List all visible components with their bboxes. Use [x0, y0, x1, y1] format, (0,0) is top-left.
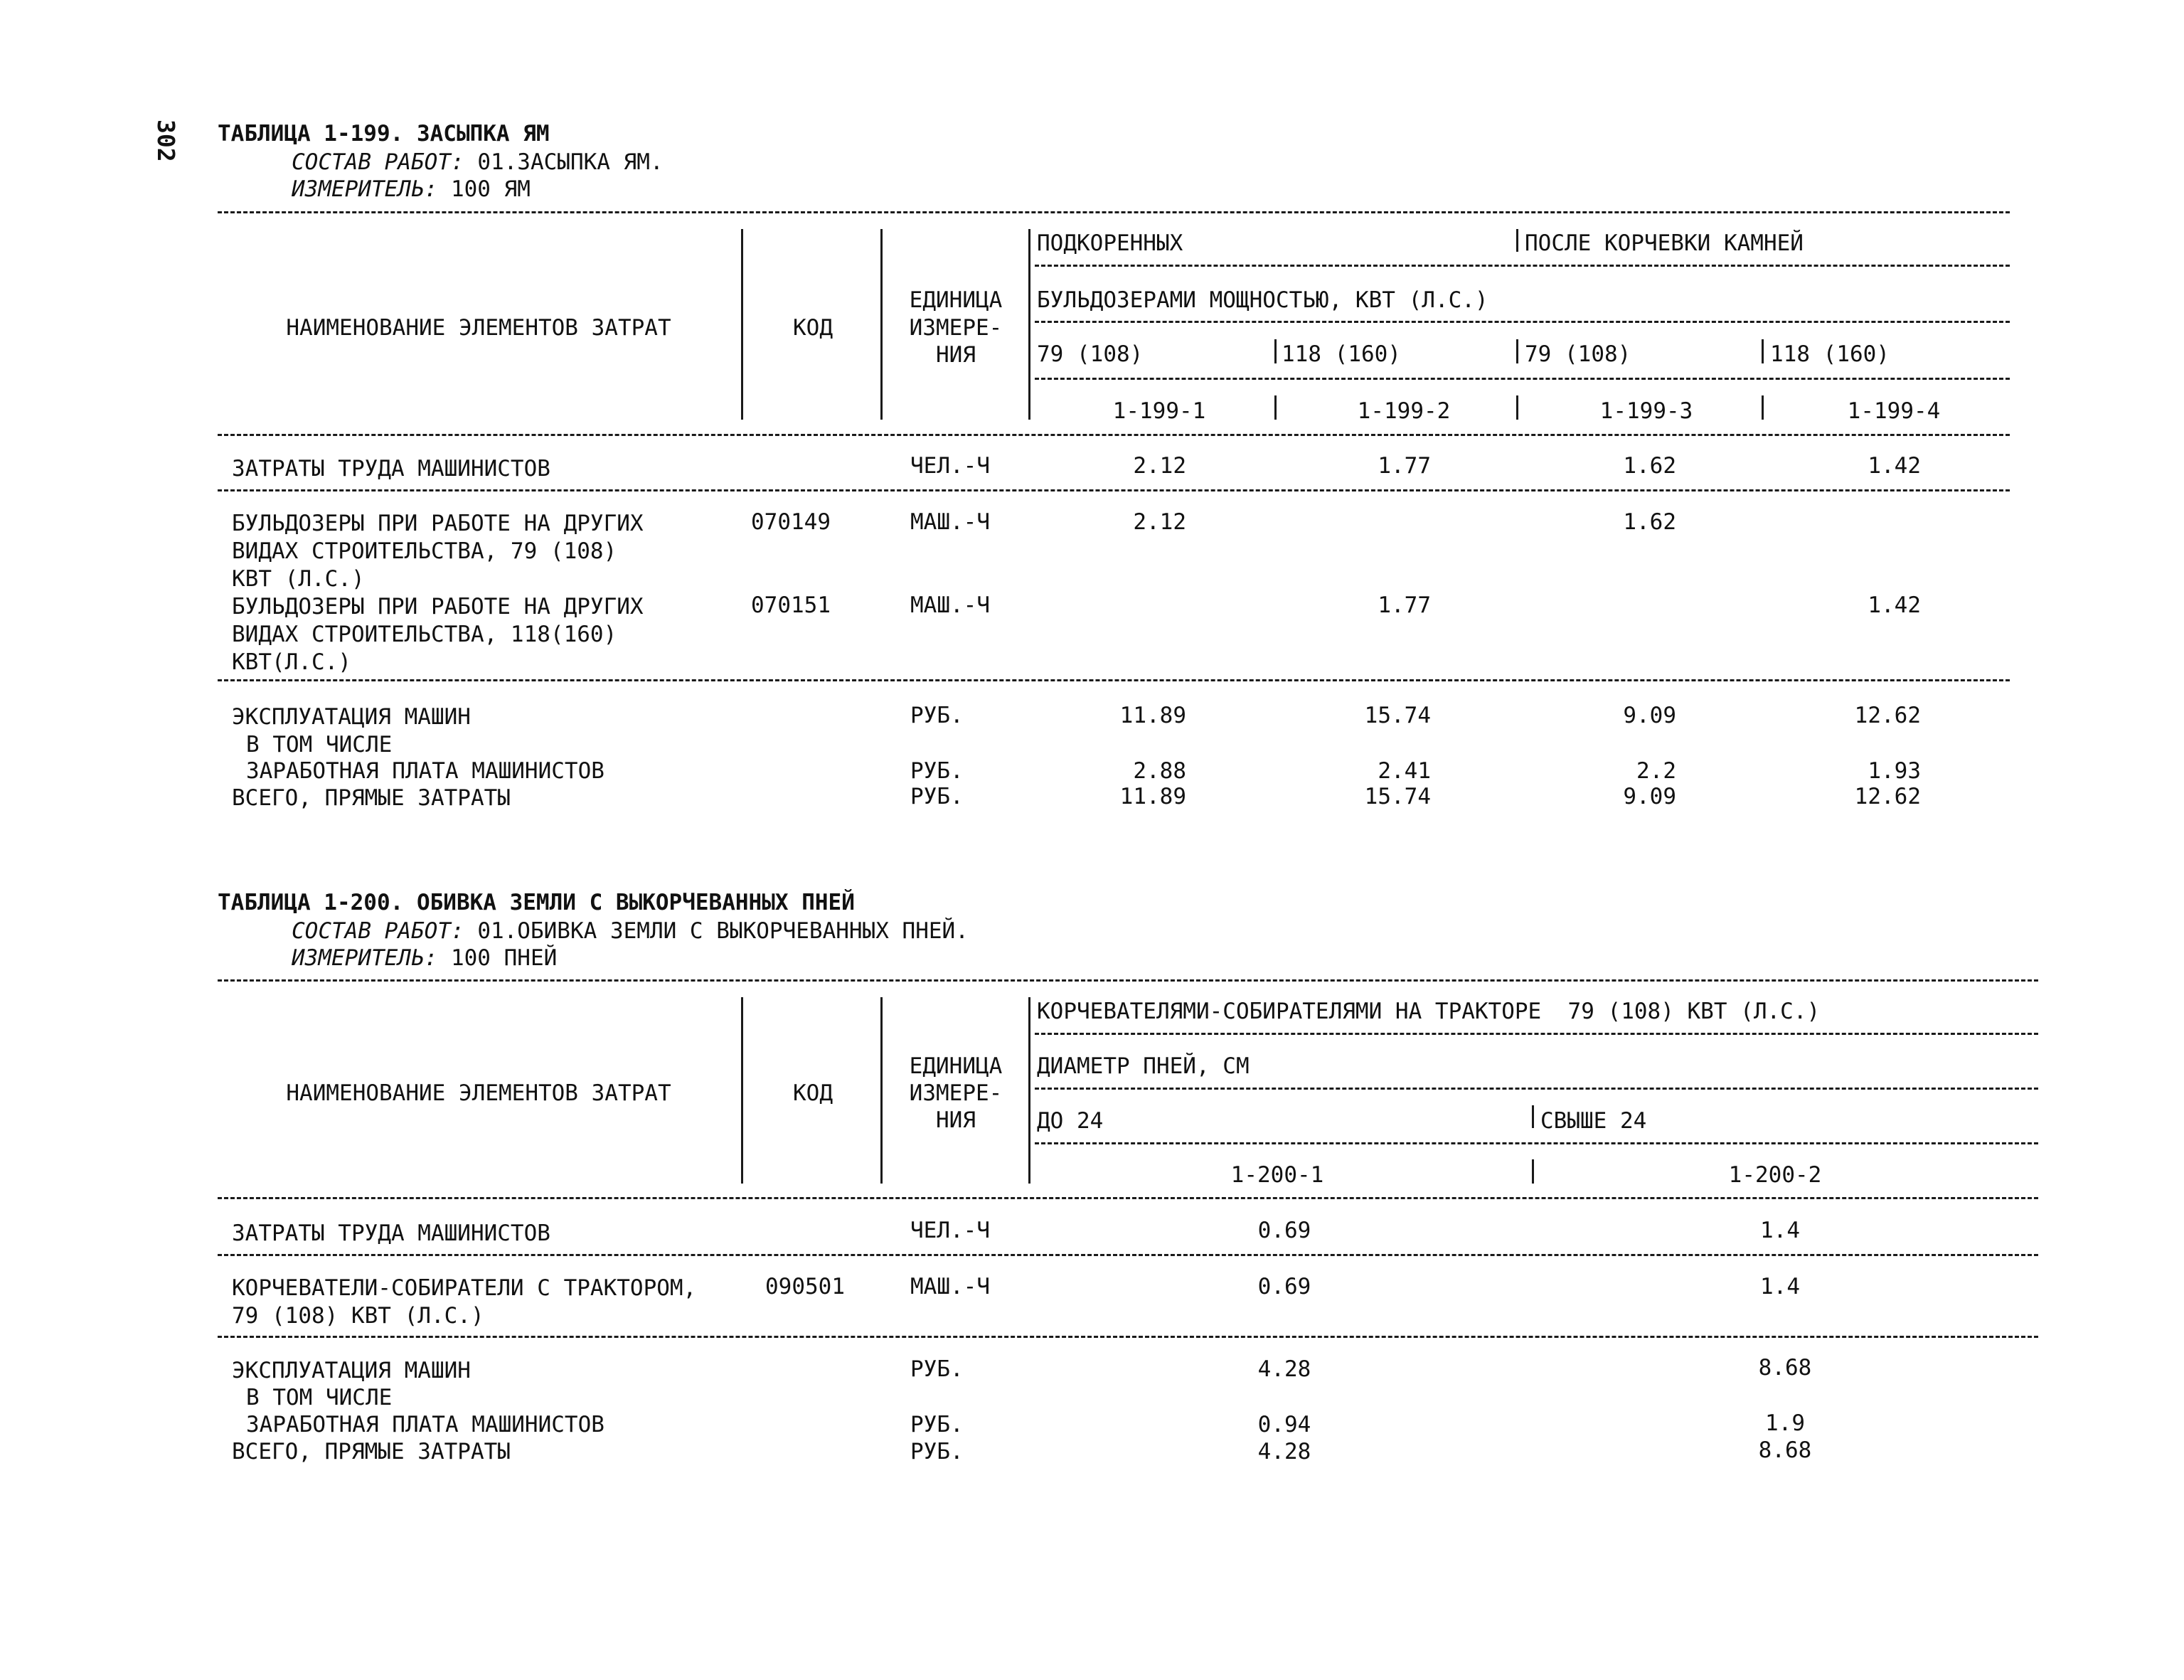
header-code: КОД — [793, 1080, 833, 1106]
header-unit: ИЗМЕРЕ- — [909, 315, 1003, 341]
work-composition — [292, 920, 969, 942]
column-separator — [741, 997, 743, 1184]
cost-unit: РУБ. — [910, 1356, 964, 1382]
header-range: СВЫШЕ 24 — [1540, 1108, 1647, 1134]
table-title: ТАБЛИЦА 1-199. ЗАСЫПКА ЯМ — [218, 121, 550, 147]
machine-name: БУЛЬДОЗЕРЫ ПРИ РАБОТЕ НА ДРУГИХ — [232, 594, 644, 620]
labor-value: 1.77 — [1378, 453, 1431, 479]
measure-unit — [292, 947, 557, 969]
header-code-number: 1-200-1 — [1230, 1162, 1324, 1188]
labor-value: 1.4 — [1760, 1218, 1800, 1243]
machine-name: ВИДАХ СТРОИТЕЛЬСТВА, 79 (108) — [232, 538, 617, 564]
cost-name: ЗАРАБОТНАЯ ПЛАТА МАШИНИСТОВ — [246, 758, 604, 784]
rule-header-bottom — [218, 1197, 2038, 1199]
rule-row — [218, 679, 2010, 681]
machine-value: 1.42 — [1868, 592, 1921, 618]
cost-value: 9.09 — [1623, 703, 1676, 728]
work-composition-text: 01.ОБИВКА ЗЕМЛИ С ВЫКОРЧЕВАННЫХ ПНЕЙ. — [477, 918, 969, 944]
header-diameter: ДИАМЕТР ПНЕЙ, СМ — [1037, 1053, 1250, 1079]
cost-value: 4.28 — [1257, 1356, 1311, 1382]
column-separator — [1028, 997, 1030, 1184]
rule-row — [218, 489, 2010, 491]
rule-top — [218, 211, 2010, 213]
cost-including: В ТОМ ЧИСЛЕ — [246, 732, 393, 757]
column-separator — [1762, 395, 1764, 420]
labor-unit: ЧЕЛ.-Ч — [910, 453, 990, 479]
labor-value: 1.42 — [1868, 453, 1921, 479]
cost-value: 9.09 — [1623, 784, 1676, 809]
rule-sub — [1035, 265, 2010, 267]
column-separator — [741, 229, 743, 420]
machine-value: 0.69 — [1257, 1274, 1311, 1299]
work-composition-label: СОСТАВ РАБОТ: — [292, 149, 464, 175]
machine-unit: МАШ.-Ч — [910, 509, 990, 535]
rule-sub — [1035, 1142, 2038, 1144]
machine-code: 070149 — [751, 509, 831, 535]
column-separator — [1274, 339, 1277, 363]
machine-code: 070151 — [751, 592, 831, 618]
work-composition-text: 01.ЗАСЫПКА ЯМ. — [477, 149, 664, 175]
machine-value: 2.12 — [1133, 509, 1186, 535]
cost-name: ЗАРАБОТНАЯ ПЛАТА МАШИНИСТОВ — [246, 1412, 604, 1437]
cost-value: 11.89 — [1119, 784, 1186, 809]
machine-value: 1.77 — [1378, 592, 1431, 618]
rule-sub — [1035, 1033, 2038, 1035]
header-name: НАИМЕНОВАНИЕ ЭЛЕМЕНТОВ ЗАТРАТ — [286, 315, 671, 341]
column-separator — [1274, 395, 1277, 420]
cost-value: 15.74 — [1364, 703, 1431, 728]
rule-row — [218, 1254, 2038, 1256]
work-composition-label: СОСТАВ РАБОТ: — [292, 918, 464, 944]
cost-unit: РУБ. — [910, 1439, 964, 1464]
labor-value: 1.62 — [1623, 453, 1676, 479]
header-code-number: 1-199-4 — [1847, 398, 1941, 424]
rule-sub — [1035, 321, 2010, 323]
header-unit: ИЗМЕРЕ- — [909, 1080, 1003, 1106]
header-power: 79 (108) — [1525, 341, 1631, 367]
column-separator — [1516, 339, 1518, 363]
header-group-subroot: ПОДКОРЕННЫХ — [1037, 230, 1183, 256]
header-code: КОД — [793, 315, 833, 341]
cost-value: 4.28 — [1257, 1439, 1311, 1464]
cost-value: 2.88 — [1133, 758, 1186, 784]
cost-including: В ТОМ ЧИСЛЕ — [246, 1385, 393, 1410]
labor-value: 2.12 — [1133, 453, 1186, 479]
column-separator — [880, 229, 883, 420]
header-unit: НИЯ — [936, 342, 976, 368]
header-unit: ЕДИНИЦА — [909, 1053, 1003, 1079]
column-separator — [1532, 1159, 1534, 1184]
header-code-number: 1-199-2 — [1357, 398, 1451, 424]
work-composition — [292, 151, 664, 174]
machine-name: БУЛЬДОЗЕРЫ ПРИ РАБОТЕ НА ДРУГИХ — [232, 511, 644, 536]
cost-value: 2.41 — [1378, 758, 1431, 784]
machine-unit: МАШ.-Ч — [910, 1274, 990, 1299]
cost-name: ЭКСПЛУАТАЦИЯ МАШИН — [232, 1358, 471, 1383]
measure-unit-text: 100 ПНЕЙ — [450, 945, 558, 971]
labor-name: ЗАТРАТЫ ТРУДА МАШИНИСТОВ — [232, 1221, 550, 1246]
labor-name: ЗАТРАТЫ ТРУДА МАШИНИСТОВ — [232, 456, 550, 482]
cost-value: 12.62 — [1854, 703, 1921, 728]
page-number: 302 — [152, 119, 180, 162]
cost-value: 8.68 — [1758, 1355, 1812, 1381]
cost-value: 11.89 — [1119, 703, 1186, 728]
measure-unit-label: ИЗМЕРИТЕЛЬ: — [292, 945, 438, 971]
header-method: БУЛЬДОЗЕРАМИ МОЩНОСТЬЮ, КВТ (Л.С.) — [1037, 287, 1488, 313]
header-code-number: 1-199-1 — [1112, 398, 1206, 424]
labor-unit: ЧЕЛ.-Ч — [910, 1218, 990, 1243]
machine-value: 1.62 — [1623, 509, 1676, 535]
header-method: КОРЧЕВАТЕЛЯМИ-СОБИРАТЕЛЯМИ НА ТРАКТОРЕ 79 (108) КВТ (Л.С.) — [1037, 999, 1821, 1024]
measure-unit-text: 100 ЯМ — [450, 176, 531, 202]
header-name: НАИМЕНОВАНИЕ ЭЛЕМЕНТОВ ЗАТРАТ — [286, 1080, 671, 1106]
cost-unit: РУБ. — [910, 703, 964, 728]
rule-sub — [1035, 378, 2010, 380]
table-title: ТАБЛИЦА 1-200. ОБИВКА ЗЕМЛИ С ВЫКОРЧЕВАННЫХ ПНЕЙ — [218, 890, 855, 915]
cost-value: 12.62 — [1854, 784, 1921, 809]
rule-header-bottom — [218, 434, 2010, 436]
rule-top — [218, 979, 2038, 982]
machine-unit: МАШ.-Ч — [910, 592, 990, 618]
cost-value: 8.68 — [1758, 1437, 1812, 1463]
column-separator — [880, 997, 883, 1184]
cost-name: ЭКСПЛУАТАЦИЯ МАШИН — [232, 704, 471, 730]
header-range: ДО 24 — [1037, 1108, 1104, 1134]
cost-unit: РУБ. — [910, 1412, 964, 1437]
cost-value: 15.74 — [1364, 784, 1431, 809]
header-power: 79 (108) — [1037, 341, 1144, 367]
measure-unit — [292, 176, 531, 202]
column-separator — [1532, 1105, 1534, 1128]
header-power: 118 (160) — [1282, 341, 1401, 367]
header-group-after-stones: ПОСЛЕ КОРЧЕВКИ КАМНЕЙ — [1525, 230, 1804, 256]
rule-row — [218, 1336, 2038, 1338]
measure-unit-label: ИЗМЕРИТЕЛЬ: — [292, 176, 438, 202]
cost-unit: РУБ. — [910, 784, 964, 809]
header-code-number: 1-199-3 — [1599, 398, 1693, 424]
machine-name: 79 (108) КВТ (Л.С.) — [232, 1303, 484, 1329]
header-code-number: 1-200-2 — [1728, 1162, 1822, 1188]
column-separator — [1028, 229, 1030, 420]
cost-value: 1.93 — [1868, 758, 1921, 784]
header-unit: НИЯ — [936, 1107, 976, 1133]
cost-name: ВСЕГО, ПРЯМЫЕ ЗАТРАТЫ — [232, 785, 511, 811]
machine-code: 090501 — [765, 1274, 845, 1299]
machine-name: КВТ (Л.С.) — [232, 566, 365, 592]
cost-value: 1.9 — [1765, 1410, 1805, 1436]
cost-name: ВСЕГО, ПРЯМЫЕ ЗАТРАТЫ — [232, 1439, 511, 1464]
machine-value: 1.4 — [1760, 1274, 1800, 1299]
cost-value: 2.2 — [1636, 758, 1676, 784]
cost-value: 0.94 — [1257, 1412, 1311, 1437]
header-unit: ЕДИНИЦА — [909, 287, 1003, 313]
machine-name: ВИДАХ СТРОИТЕЛЬСТВА, 118(160) — [232, 622, 617, 647]
column-separator — [1516, 395, 1518, 420]
column-separator — [1762, 339, 1764, 363]
labor-value: 0.69 — [1257, 1218, 1311, 1243]
machine-name: КОРЧЕВАТЕЛИ-СОБИРАТЕЛИ С ТРАКТОРОМ, — [232, 1275, 697, 1301]
cost-unit: РУБ. — [910, 758, 964, 784]
machine-name: КВТ(Л.С.) — [232, 649, 351, 675]
column-separator — [1516, 229, 1518, 252]
rule-sub — [1035, 1088, 2038, 1090]
header-power: 118 (160) — [1770, 341, 1890, 367]
